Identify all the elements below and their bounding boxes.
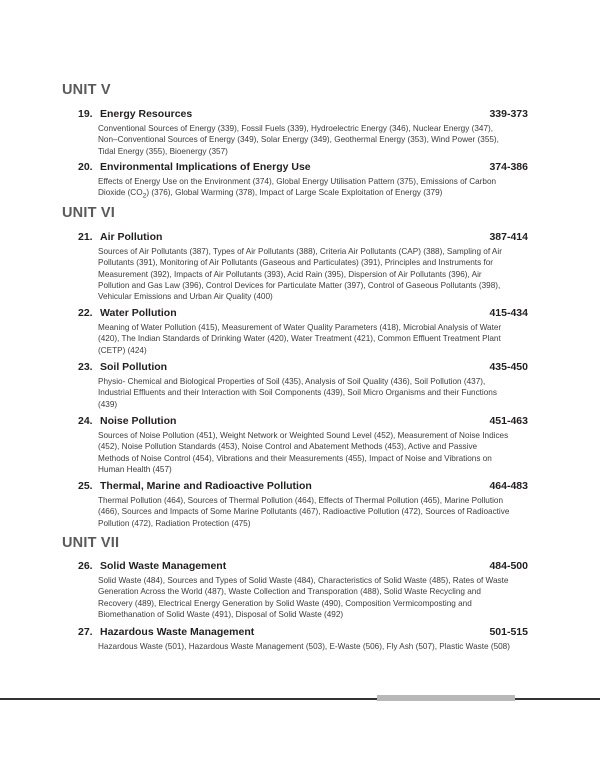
chapter-title[interactable]: [78, 560, 226, 572]
chapter-topics: Conventional Sources of Energy (339), Fossil Fuels (339), Hydroelectric Energy (346), Nuclear Energy (347), Non–Conventional Sources of Energy (349), Solar Energy (349), Geothermal Energy (353), Wind Power (355), Tidal Energy (355), Bioenergy (357): [98, 124, 499, 156]
chapter-title-text: Energy Resources: [100, 108, 193, 120]
topics-text-a: Effects of Energy Use on the Environment (374), Global Energy Utilisation Pattern (375), Emissions of Carbon Dioxide (CO: [98, 177, 497, 198]
subscript-2: 2: [142, 192, 147, 200]
chapter-number: 19.: [78, 108, 93, 120]
page-range: 484-500: [489, 560, 528, 572]
chapter-number: 24.: [78, 415, 93, 427]
page-range: 387-414: [489, 231, 528, 243]
chapter-title[interactable]: [78, 626, 254, 638]
chapter-title[interactable]: [78, 231, 162, 243]
toc-entry[interactable]: [78, 626, 530, 652]
horizontal-scrollbar-thumb[interactable]: [377, 695, 515, 701]
page-range: 415-434: [489, 307, 528, 319]
chapter-title-text: Water Pollution: [100, 307, 177, 319]
chapter-title-text: Solid Waste Management: [100, 560, 227, 572]
page-range: 435-450: [489, 361, 528, 373]
chapter-title-text: Air Pollution: [100, 231, 163, 243]
topics-text-b: ) (376), Global Warming (378), Impact of Large Scale Exploitation of Energy (379): [146, 188, 443, 198]
chapter-title-text: Noise Pollution: [100, 415, 177, 427]
chapter-title[interactable]: [78, 161, 311, 173]
unit-heading: UNIT VII: [62, 535, 120, 551]
chapter-number: 27.: [78, 626, 93, 638]
unit-heading: UNIT VI: [62, 205, 115, 221]
chapter-title-text: Hazardous Waste Management: [100, 626, 255, 638]
chapter-topics: Meaning of Water Pollution (415), Measurement of Water Quality Parameters (418), Microbial Analysis of Water (420), The Indian Standards of Drinking Water (420), Water Treatment (421), Common Effluent Treatment Plant (CETP) (424): [98, 323, 502, 355]
toc-entry[interactable]: [78, 108, 530, 157]
page-range: 451-463: [489, 415, 528, 427]
page-range: 374-386: [489, 161, 528, 173]
chapter-title[interactable]: [78, 480, 312, 492]
chapter-title[interactable]: [78, 361, 167, 373]
chapter-number: 22.: [78, 307, 93, 319]
chapter-number: 21.: [78, 231, 93, 243]
chapter-title[interactable]: [78, 307, 177, 319]
chapter-title-text: Thermal, Marine and Radioactive Pollution: [100, 480, 312, 492]
page-range: 464-483: [489, 480, 528, 492]
page-range: 339-373: [489, 108, 528, 120]
chapter-title[interactable]: [78, 415, 176, 427]
toc-entry[interactable]: [78, 161, 530, 202]
chapter-topics: Solid Waste (484), Sources and Types of Solid Waste (484), Characteristics of Solid Waste (485), Rates of Waste Generation Across the World (487), Waste Collection and Transporation (488), Solid Waste Recycling and Recovery (489), Electrical Energy Generation by Solid Waste (490), Composition Vermicomposting and Biomethanation of Solid Waste (491), Disposal of Solid Waste (492): [98, 576, 509, 619]
chapter-number: 26.: [78, 560, 93, 572]
toc-entry[interactable]: [78, 480, 530, 529]
chapter-topics: Sources of Noise Pollution (451), Weight Network or Weighted Sound Level (452), Measurement of Noise Indices (452), Noise Pollution Standards (453), Noise Control and Abatement Methods (453), Active and Passive Methods of Noise Control (454), Vibrations and their Measurements (455), Impact of Noise and Vibrations on Human Health (457): [98, 431, 509, 474]
chapter-title-text: Soil Pollution: [100, 361, 168, 373]
chapter-number: 23.: [78, 361, 93, 373]
toc-entry[interactable]: [78, 560, 530, 620]
chapter-topics: Hazardous Waste (501), Hazardous Waste Management (503), E-Waste (506), Fly Ash (507), Plastic Waste (508): [98, 642, 510, 651]
toc-entry[interactable]: [78, 307, 530, 356]
chapter-number: 20.: [78, 161, 93, 173]
unit-heading: UNIT V: [62, 82, 111, 98]
chapter-number: 25.: [78, 480, 93, 492]
chapter-topics: [98, 176, 510, 202]
toc-entry[interactable]: [78, 415, 530, 475]
chapter-topics: Thermal Pollution (464), Sources of Thermal Pollution (464), Effects of Thermal Pollution (465), Marine Pollution (466), Sources and Impacts of Some Marine Pollutants (467), Radioactive Pollution (472), Sources of Radioactive Pollution (472), Radiation Protection (475): [98, 496, 510, 528]
toc-entry[interactable]: [78, 231, 530, 302]
chapter-topics: Physio- Chemical and Biological Properties of Soil (435), Analysis of Soil Quality (436), Soil Pollution (437), Industrial Effluents and their Interaction with Soil Components (439), Soil Micro Organisms and their Functions (439): [98, 377, 497, 409]
toc-entry[interactable]: [78, 361, 530, 410]
chapter-topics: Sources of Air Pollutants (387), Types of Air Pollutants (388), Criteria Air Pollutants (CAP) (388), Sampling of Air Pollutants (391), Monitoring of Air Pollutants (Gaseous and Particulates) (391), Principles and Instruments for Measurement (392), Impacts of Air Pollutants (393), Acid Rain (395), Dispersion of Air Pollutants (396), Air Pollution and Gas Law (396), Control Devices for Particulate Matter (397), Control of Gaseous Pollutants (398), Vehicular Emissions and Urban Air Quality (400): [98, 247, 502, 302]
page-range: 501-515: [489, 626, 528, 638]
chapter-title[interactable]: [78, 108, 192, 120]
chapter-title-text: Environmental Implications of Energy Use: [100, 161, 311, 173]
